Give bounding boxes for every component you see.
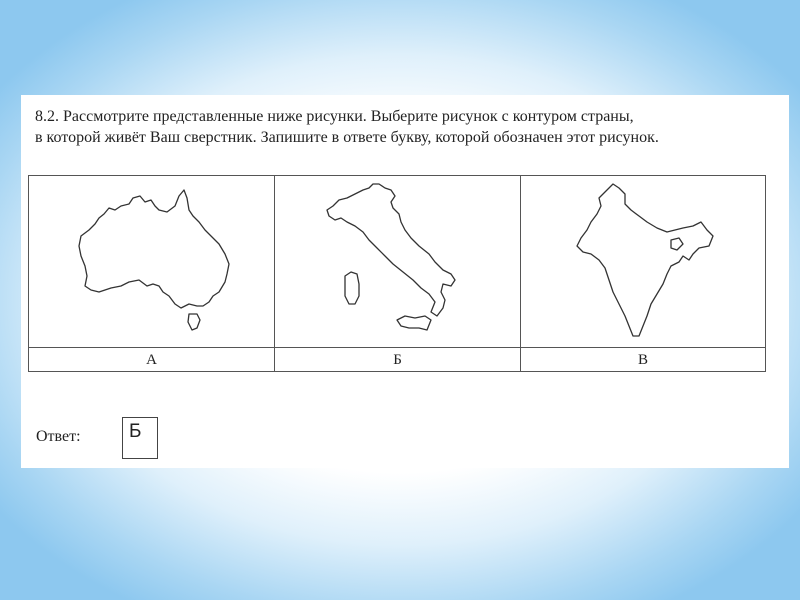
answer-label: Ответ: <box>36 428 81 445</box>
task-text-line-2: в которой живёт Ваш сверстник. Запишите в ответе букву, которой обозначен этот рисунок. <box>35 129 659 146</box>
figures-table <box>28 175 766 372</box>
italy-outline-icon <box>275 176 520 346</box>
figure-cell-a <box>29 176 275 347</box>
answer-box[interactable]: Б <box>122 417 158 459</box>
figure-label-a: А <box>29 348 275 372</box>
label-row <box>29 347 765 371</box>
figure-cell-b <box>275 176 521 347</box>
task-text <box>35 106 783 148</box>
task-card <box>21 95 789 468</box>
figure-label-v: В <box>637 352 648 368</box>
figure-label-b: Б <box>275 348 521 372</box>
figure-cell-v <box>521 176 765 347</box>
australia-outline-icon <box>29 176 274 346</box>
india-outline-icon <box>521 176 764 346</box>
task-text-line-1: 8.2. Рассмотрите представленные ниже рисунки. Выберите рисунок с контуром страны, <box>35 108 634 125</box>
